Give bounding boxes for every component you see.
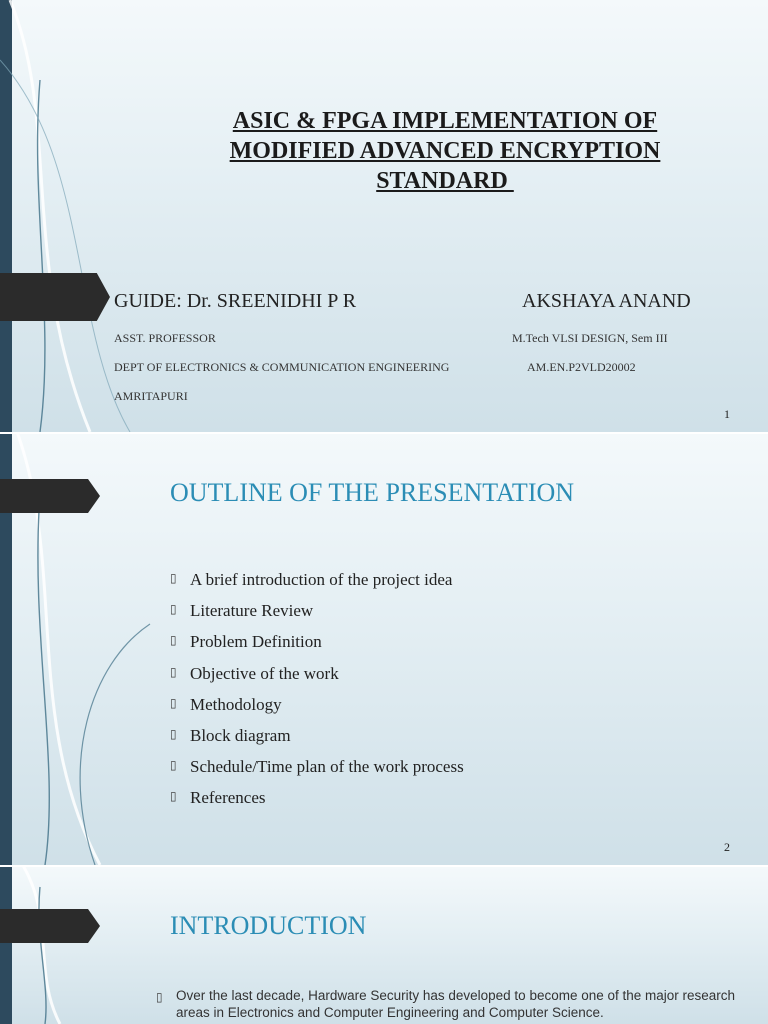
section-arrow	[0, 479, 100, 513]
guide-role: ASST. PROFESSOR	[114, 331, 216, 345]
list-item: ▯ Literature Review	[170, 601, 314, 621]
section-arrow	[0, 273, 110, 321]
bullet-icon: ▯	[170, 726, 177, 741]
slide-2	[0, 434, 768, 865]
presentation-title	[150, 106, 740, 196]
title-line: STANDARD	[376, 168, 514, 194]
page-number: 2	[724, 840, 730, 854]
list-item: ▯ Schedule/Time plan of the work process	[170, 757, 464, 777]
guide-department: DEPT OF ELECTRONICS & COMMUNICATION ENGINEERING	[114, 360, 450, 374]
list-item: ▯ Objective of the work	[170, 663, 339, 683]
bullet-icon: ▯	[170, 602, 177, 617]
guide-campus: AMRITAPURI	[114, 389, 188, 403]
student-program: M.Tech VLSI DESIGN, Sem III	[512, 331, 668, 345]
list-item: ▯ A brief introduction of the project idea	[170, 570, 453, 589]
introduction-paragraph	[156, 987, 756, 1021]
list-item: ▯ Block diagram	[170, 725, 291, 745]
title-line: MODIFIED ADVANCED ENCRYPTION	[229, 138, 661, 164]
outline-heading: OUTLINE OF THE PRESENTATION	[170, 478, 575, 507]
bullet-icon: ▯	[170, 789, 177, 804]
bullet-icon: ▯	[170, 633, 177, 648]
bullet-icon: ▯	[170, 571, 177, 585]
decorative-swirl	[0, 867, 160, 1024]
list-item: ▯ Methodology	[170, 694, 282, 714]
bullet-icon: ▯	[170, 695, 177, 710]
section-arrow	[0, 909, 100, 943]
list-item: ▯ Problem Definition	[170, 632, 322, 652]
page-number: 1	[724, 407, 730, 421]
introduction-heading: INTRODUCTION	[170, 911, 367, 940]
student-id: AM.EN.P2VLD20002	[527, 360, 636, 374]
slide-1	[0, 0, 768, 432]
bullet-icon: ▯	[156, 990, 163, 1004]
guide-name: GUIDE: Dr. SREENIDHI P R	[114, 290, 357, 312]
bullet-icon: ▯	[170, 664, 177, 679]
title-line: ASIC & FPGA IMPLEMENTATION OF	[232, 108, 658, 134]
student-name: AKSHAYA ANAND	[522, 290, 691, 312]
outline-list	[170, 570, 464, 820]
slide-3	[0, 867, 768, 1024]
bullet-icon: ▯	[170, 758, 177, 773]
paragraph-text: Over the last decade, Hardware Security has developed to become one of the major research areas in Electronics and Computer Engineering and Computer Science.	[176, 988, 736, 1020]
list-item: ▯ References	[170, 788, 266, 808]
